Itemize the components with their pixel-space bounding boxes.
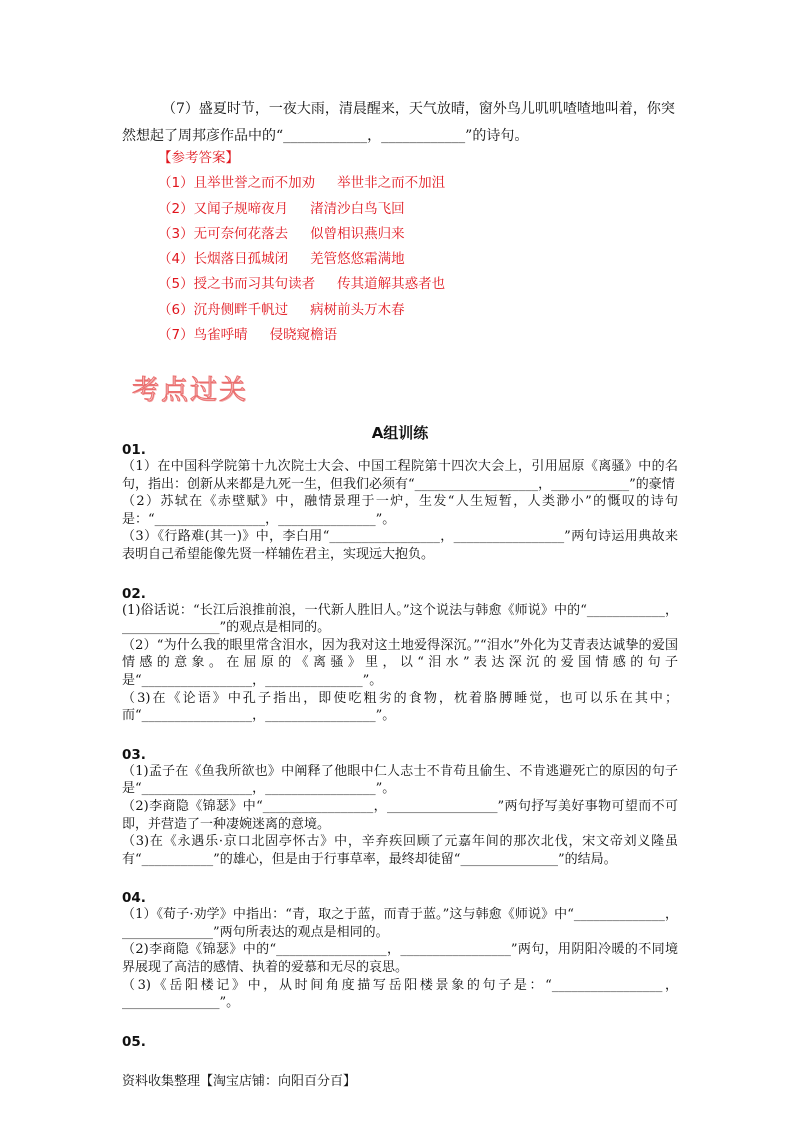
exercise-item: （3)在《永遇乐·京口北固亭怀古》中，辛弃疾回顾了元嘉年间的那次北伐，宋文帝刘义隆虽有“___________”的雄心，但是由于行事草率，最终却徒留“_______________”的结局。 <box>122 834 678 867</box>
exercise-item: （1）在中国科学院第十九次院士大会、中国工程院第十四次大会上，引用屈原《离骚》中的名句，指出：创新从来都是九死一生，但我们必须有“___________________，____________”的豪情 <box>122 459 678 492</box>
exercise-block <box>122 442 678 564</box>
answer-second-line: 侵晓窥檐语 <box>269 327 338 344</box>
exercise-block <box>122 1034 678 1050</box>
answer-number: （5） <box>158 276 194 293</box>
exercise-number: 04. <box>122 890 146 907</box>
exercise-block <box>122 747 678 869</box>
footer-note: 资料收集整理【淘宝店铺：向阳百分百】 <box>122 1074 357 1089</box>
answer-number: （4） <box>158 251 194 268</box>
answer-row <box>158 222 445 247</box>
answer-header: 【参考答案】 <box>158 150 239 166</box>
answer-first-line: 鸟雀呼晴 <box>193 327 248 344</box>
exercise-item: （1）《荀子·劝学》中指出：“青，取之于蓝，而青于蓝。”这与韩愈《师说》中“______________，______________”两句所表达的观点是相同的。 <box>122 907 678 940</box>
answer-first-line: 又闻子规啼夜月 <box>193 200 289 217</box>
answer-second-line: 似曾相识燕归来 <box>310 225 405 242</box>
answer-row <box>158 247 445 272</box>
exercise-item: （1)孟子在《鱼我所欲也》中阐释了他眼中仁人志士不肯苟且偷生、不肯逃避死亡的原因的句子是“_________________，_________________”。 <box>122 763 678 797</box>
exercise-item: （2）苏轼在《赤壁赋》中，融情景理于一炉，生发“人生短暂，人类渺小”的慨叹的诗句是：“_________________，_______________”。 <box>122 494 678 527</box>
answer-first-line: 沉舟侧畔千帆过 <box>193 301 289 318</box>
answer-first-line: 无可奈何花落去 <box>193 225 289 242</box>
answer-row <box>158 171 445 196</box>
group-title: A组训练 <box>371 424 429 442</box>
exercise-number: 03. <box>122 746 146 763</box>
answer-second-line: 渚清沙白鸟飞回 <box>310 200 405 217</box>
exercise-number: 01. <box>122 442 146 458</box>
exercise-block <box>122 890 678 1012</box>
answer-number: （1） <box>158 175 194 192</box>
exercise-number: 05. <box>122 1033 146 1050</box>
exercise-number: 02. <box>122 585 146 602</box>
exercise-list <box>122 442 678 1072</box>
exercise-item: （3）《行路难(其一)》中，李白用“_________________，_________________”两句诗运用典故来表明自己希望能像先贤一样辅佐君主，实现远大抱负。 <box>122 529 678 562</box>
answer-second-line: 举世非之而不加沮 <box>337 175 446 192</box>
answer-number: （2） <box>158 200 194 217</box>
reference-answers <box>158 146 445 348</box>
exercise-item: （2）“为什么我的眼里常含泪水，因为我对这土地爱得深沉。”“泪水”外化为艾青表达诚挚的爱国情感的意象。在屈原的《离骚》里，以“泪水”表达深沉的爱国情感的句子是“_________________，_______________”。 <box>122 637 678 688</box>
answer-first-line: 长烟落日孤城闭 <box>193 251 289 268</box>
exercise-item: （2)李商隐《锦瑟》中的“_________________，_________________”两句，用阴阳冷暖的不同境界展现了高洁的感情、执着的爱慕和无尽的哀思。 <box>122 942 678 976</box>
exercise-item: （2)李商隐《锦瑟》中“_________________，_________________”两句抒写美好事物可望而不可即，并营造了一种凄婉迷离的意境。 <box>122 798 678 832</box>
answer-row <box>158 323 445 348</box>
question-7: （7）盛夏时节，一夜大雨，清晨醒来，天气放晴，窗外鸟儿叽叽喳喳地叫着，你突然想起了周邦彦作品中的“____________，____________”的诗句。 <box>122 101 675 144</box>
answer-list <box>158 171 445 348</box>
answer-second-line: 羌管悠悠霜满地 <box>310 251 405 268</box>
answer-second-line: 传其道解其惑者也 <box>337 276 446 293</box>
answer-row <box>158 298 445 323</box>
exercise-item: （3)《岳阳楼记》中，从时间角度描写岳阳楼景象的句子是：“_________________，_______________”。 <box>122 977 678 1011</box>
intro-question <box>122 96 682 150</box>
answer-row <box>158 272 445 297</box>
answer-first-line: 授之书而习其句读者 <box>193 276 316 293</box>
answer-number: （6） <box>158 301 194 318</box>
answer-second-line: 病树前头万木春 <box>310 301 405 318</box>
exercise-item: (1)俗话说：“长江后浪推前浪，一代新人胜旧人。”这个说法与韩愈《师说》中的“____________，_______________”的观点是相同的。 <box>122 602 678 636</box>
answer-first-line: 且举世誉之而不加劝 <box>193 175 316 192</box>
exercise-block <box>122 586 678 725</box>
exercise-item: （3)在《论语》中孔子指出，即使吃粗劣的食物，枕着胳膊睡觉，也可以乐在其中；而“_________________，_________________”。 <box>122 690 678 724</box>
answer-row <box>158 197 445 222</box>
answer-number: （3） <box>158 225 194 242</box>
answer-number: （7） <box>158 327 194 344</box>
section-banner: 考点过关 <box>132 375 248 406</box>
